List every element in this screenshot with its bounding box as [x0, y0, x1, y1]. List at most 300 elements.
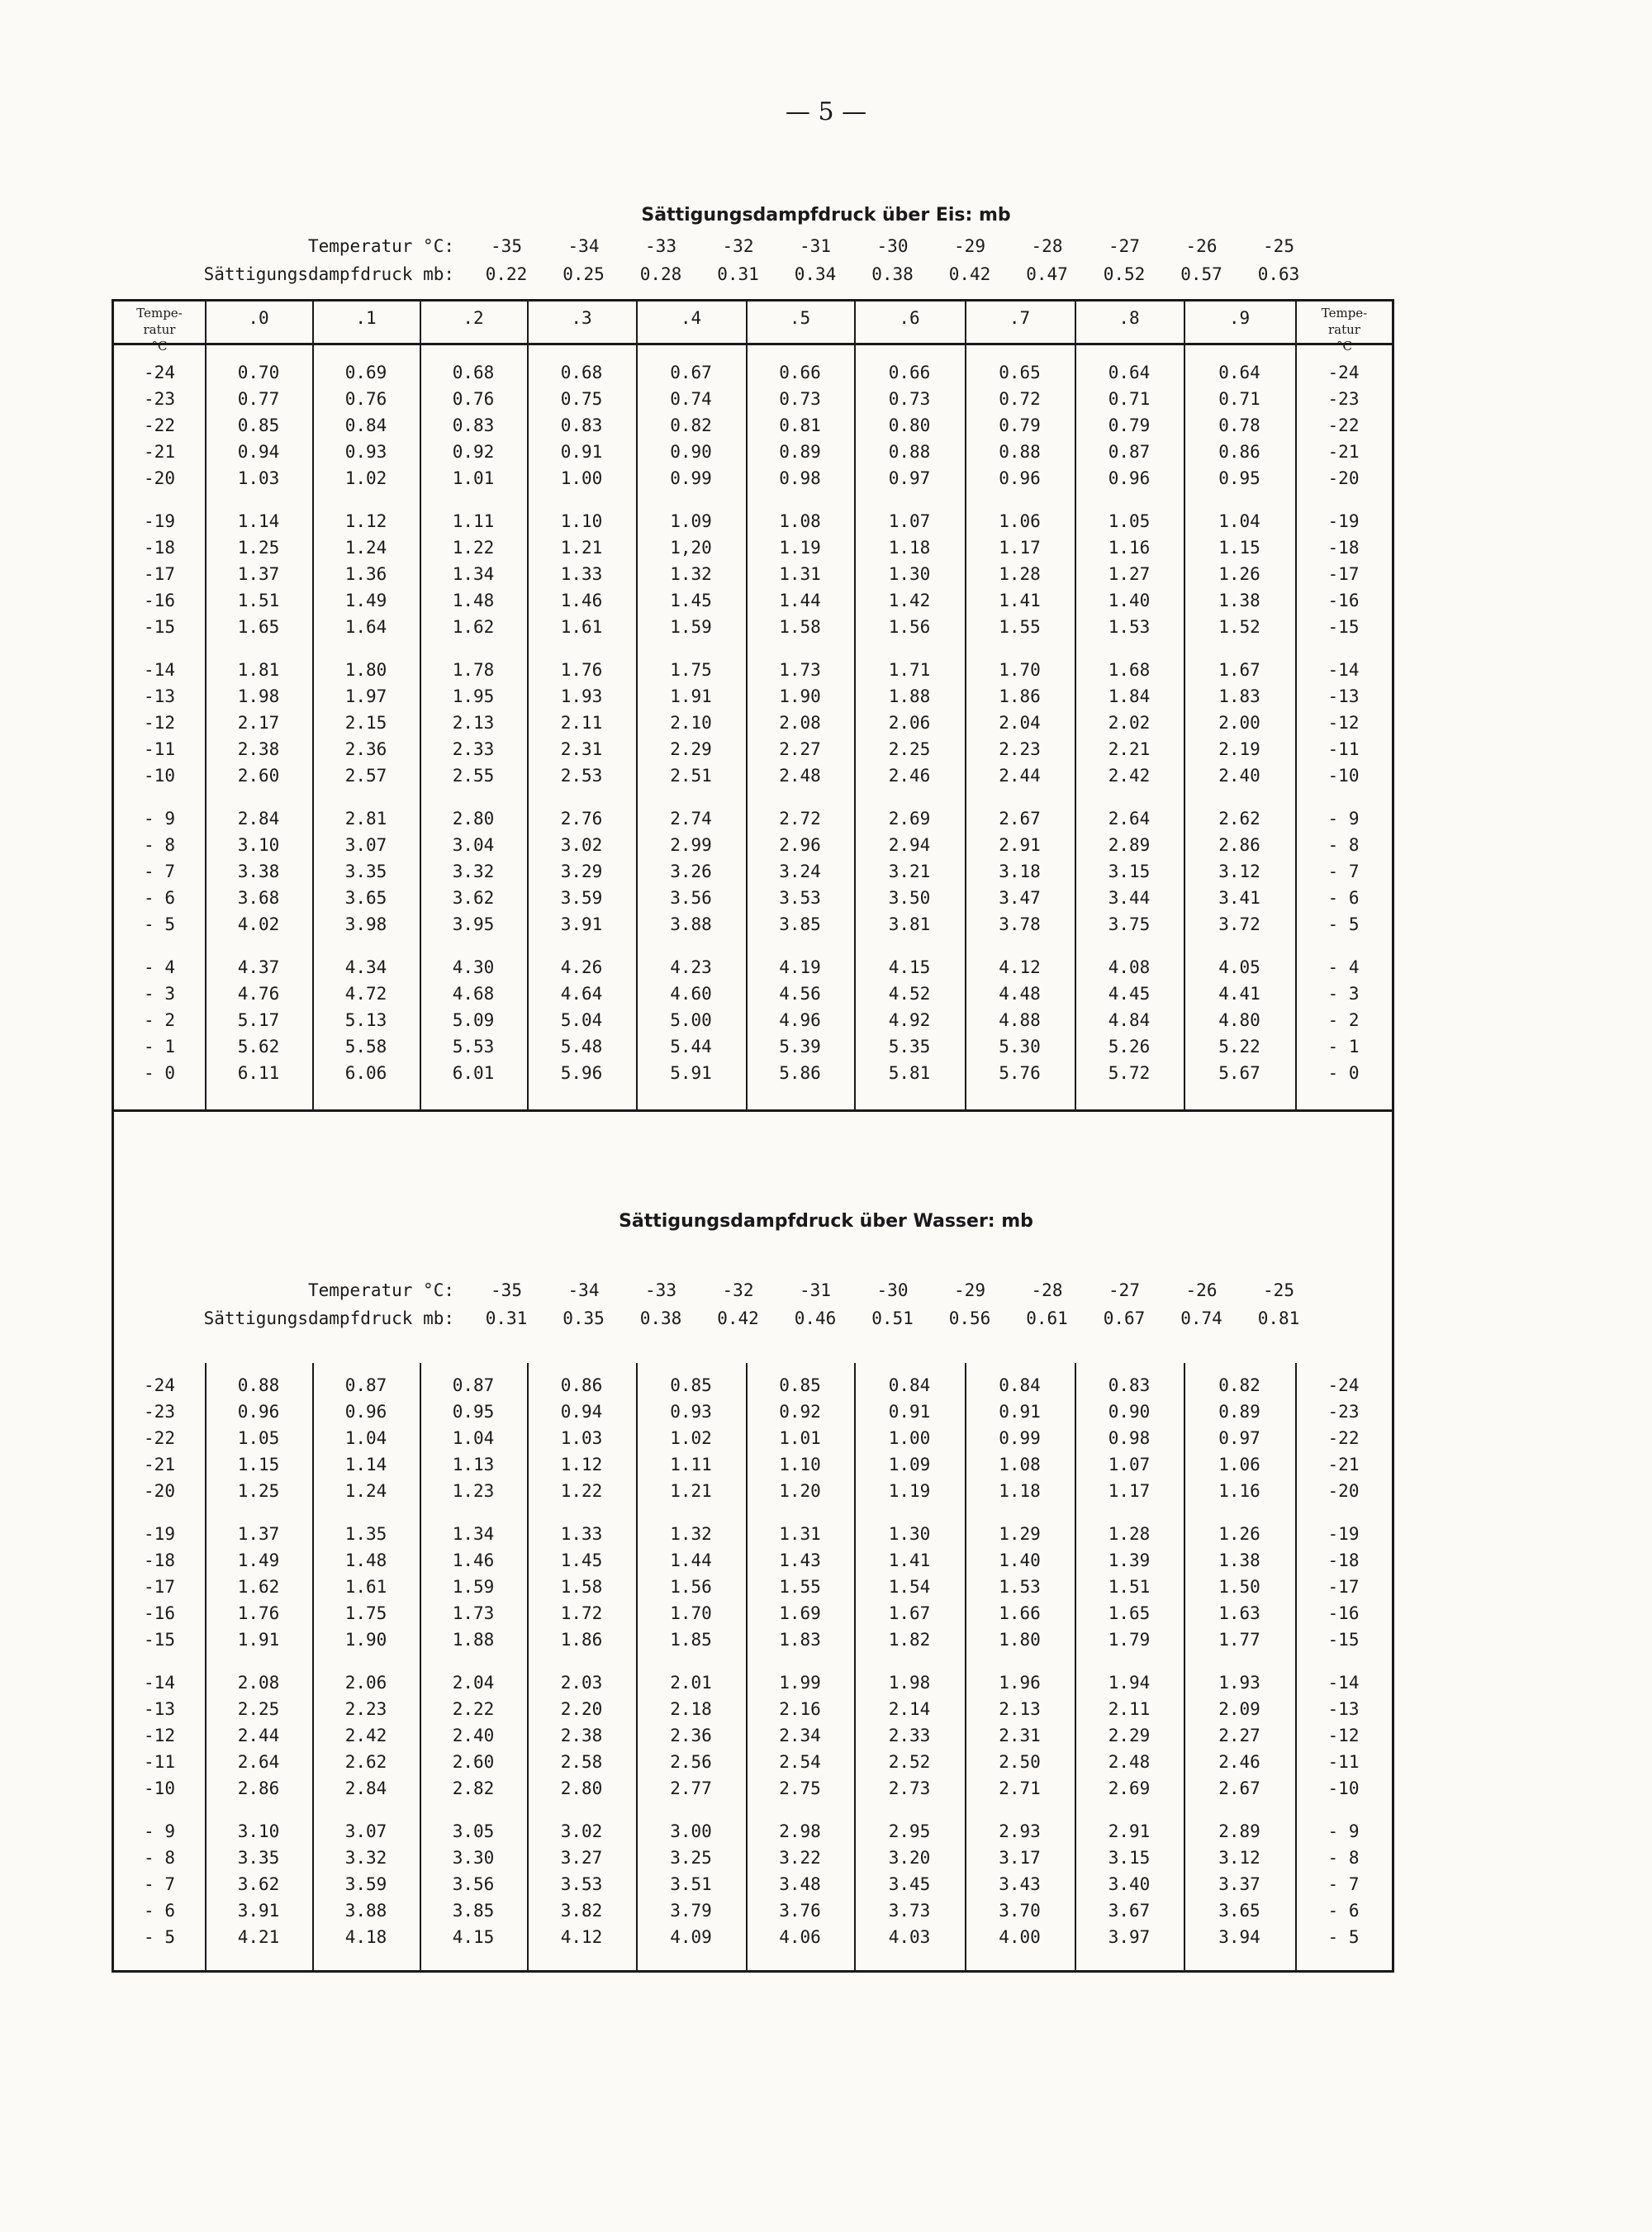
- ice-value-cell: 2.08: [779, 713, 821, 733]
- water-value-cell: 1.77: [1218, 1630, 1260, 1650]
- water-value-cell: 0.87: [344, 1375, 387, 1395]
- ice-value-cell: 1.46: [560, 591, 603, 610]
- ice-value-cell: 1.22: [452, 538, 495, 558]
- ice-low-temps-value: -27: [1108, 236, 1140, 256]
- water-value-cell: 1.40: [999, 1551, 1041, 1570]
- ice-value-cell: 3.41: [1218, 888, 1260, 908]
- ice-table-row: [114, 957, 1392, 984]
- water-value-cell: 2.29: [1108, 1726, 1151, 1745]
- ice-value-cell: 1.68: [1108, 660, 1151, 680]
- ice-value-cell: 4.76: [237, 984, 280, 1004]
- ice-value-cell: 1.93: [560, 686, 603, 706]
- ice-value-cell: 1.32: [670, 564, 712, 584]
- water-row-temp-left: -20: [144, 1481, 175, 1501]
- ice-value-cell: 1.31: [779, 564, 821, 584]
- water-value-cell: 3.35: [237, 1848, 280, 1868]
- water-value-cell: 1.25: [237, 1481, 280, 1501]
- ice-value-cell: 0.86: [1218, 442, 1260, 462]
- ice-low-pressures-value: 0.22: [485, 264, 528, 284]
- ice-value-cell: 2.21: [1108, 739, 1151, 759]
- ice-value-cell: 1.76: [560, 660, 603, 680]
- water-row-temp-left: -15: [144, 1630, 175, 1650]
- ice-row-temp-left: -10: [144, 766, 175, 786]
- right-temperature-header: [1297, 305, 1392, 354]
- water-value-cell: 1.34: [452, 1524, 495, 1544]
- ice-low-pressures-value: 0.31: [717, 264, 759, 284]
- water-row-temp-right: -23: [1327, 1402, 1360, 1422]
- ice-value-cell: 2.96: [779, 835, 821, 855]
- ice-value-cell: 2.11: [560, 713, 603, 733]
- ice-value-cell: 1.75: [670, 660, 712, 680]
- ice-value-cell: 5.76: [999, 1063, 1041, 1083]
- ice-value-cell: 3.32: [452, 862, 495, 881]
- ice-value-cell: 5.17: [237, 1010, 280, 1030]
- ice-row-temp-left: -21: [144, 442, 175, 462]
- ice-table-row: [114, 538, 1392, 564]
- ice-value-cell: 2.89: [1108, 835, 1151, 855]
- water-value-cell: 1.54: [888, 1577, 931, 1597]
- ice-value-cell: 0.79: [999, 416, 1041, 435]
- water-table-row: [114, 1699, 1392, 1726]
- ice-value-cell: 1.01: [452, 468, 495, 488]
- column-header: .4: [680, 308, 702, 328]
- water-value-cell: 1.51: [1108, 1577, 1151, 1597]
- ice-value-cell: 0.72: [999, 389, 1041, 409]
- ice-row-temp-right: - 2: [1327, 1010, 1360, 1030]
- ice-table-row: [114, 389, 1392, 416]
- ice-value-cell: 1.67: [1218, 660, 1260, 680]
- ice-value-cell: 0.97: [888, 468, 931, 488]
- water-value-cell: 3.17: [999, 1848, 1041, 1868]
- water-value-cell: 3.43: [999, 1874, 1041, 1894]
- ice-row-temp-left: - 3: [144, 984, 175, 1004]
- ice-value-cell: 5.39: [779, 1037, 821, 1057]
- water-value-cell: 0.82: [1218, 1375, 1260, 1395]
- ice-value-cell: 4.23: [670, 957, 712, 977]
- ice-value-cell: 1.16: [1108, 538, 1151, 558]
- ice-low-temps-value: -28: [1031, 236, 1063, 256]
- water-value-cell: 3.07: [344, 1821, 387, 1841]
- water-low-temps-value: -26: [1185, 1280, 1218, 1300]
- water-section-title: Sättigungsdampfdruck über Wasser: mb: [619, 1211, 1033, 1232]
- ice-value-cell: 3.98: [344, 914, 387, 934]
- ice-value-cell: 3.38: [237, 862, 280, 881]
- ice-value-cell: 0.71: [1108, 389, 1151, 409]
- water-value-cell: 1.59: [452, 1577, 495, 1597]
- water-value-cell: 3.27: [560, 1848, 603, 1868]
- ice-row-temp-left: -22: [144, 416, 175, 435]
- ice-table-row: [114, 564, 1392, 591]
- water-value-cell: 1.21: [670, 1481, 712, 1501]
- ice-value-cell: 5.22: [1218, 1037, 1260, 1057]
- water-value-cell: 1.04: [452, 1428, 495, 1448]
- ice-value-cell: 1.61: [560, 617, 603, 637]
- ice-table-row: [114, 914, 1392, 941]
- ice-value-cell: 2.53: [560, 766, 603, 786]
- ice-table-bottom-rule: [114, 1109, 1392, 1112]
- water-value-cell: 0.91: [888, 1402, 931, 1422]
- ice-row-temp-right: -16: [1327, 591, 1360, 610]
- ice-table-row: [114, 511, 1392, 538]
- ice-value-cell: 3.91: [560, 914, 603, 934]
- ice-value-cell: 1.10: [560, 511, 603, 531]
- water-table-row: [114, 1603, 1392, 1630]
- water-value-cell: 2.31: [999, 1726, 1041, 1745]
- water-value-cell: 2.50: [999, 1752, 1041, 1772]
- ice-value-cell: 0.76: [344, 389, 387, 409]
- ice-value-cell: 2.02: [1108, 713, 1151, 733]
- left-header-line2: ratur: [143, 322, 176, 337]
- ice-value-cell: 5.96: [560, 1063, 603, 1083]
- ice-value-cell: 3.07: [344, 835, 387, 855]
- ice-row-temp-right: -23: [1327, 389, 1360, 409]
- ice-value-cell: 4.15: [888, 957, 931, 977]
- water-value-cell: 2.44: [237, 1726, 280, 1745]
- left-header-line3: °C: [151, 339, 168, 354]
- ice-value-cell: 1.44: [779, 591, 821, 610]
- water-value-cell: 1.98: [888, 1673, 931, 1693]
- water-table-row: [114, 1874, 1392, 1901]
- water-value-cell: 2.34: [779, 1726, 821, 1745]
- water-value-cell: 0.85: [670, 1375, 712, 1395]
- ice-row-temp-left: - 1: [144, 1037, 175, 1057]
- water-value-cell: 1.79: [1108, 1630, 1151, 1650]
- ice-value-cell: 1.40: [1108, 591, 1151, 610]
- ice-value-cell: 3.75: [1108, 914, 1151, 934]
- water-value-cell: 1.10: [779, 1455, 821, 1475]
- water-value-cell: 4.09: [670, 1927, 712, 1947]
- ice-row-temp-left: -12: [144, 713, 175, 733]
- water-row-temp-left: - 6: [144, 1901, 175, 1921]
- column-header: .7: [1009, 308, 1031, 328]
- water-value-cell: 1.17: [1108, 1481, 1151, 1501]
- ice-value-cell: 0.66: [888, 363, 931, 382]
- water-value-cell: 1.85: [670, 1630, 712, 1650]
- ice-low-pressures-value: 0.34: [794, 264, 837, 284]
- ice-value-cell: 5.13: [344, 1010, 387, 1030]
- ice-value-cell: 5.62: [237, 1037, 280, 1057]
- ice-value-cell: 0.96: [999, 468, 1041, 488]
- water-value-cell: 1.80: [999, 1630, 1041, 1650]
- water-value-cell: 1.50: [1218, 1577, 1260, 1597]
- ice-value-cell: 4.60: [670, 984, 712, 1004]
- water-row-temp-right: - 8: [1327, 1848, 1360, 1868]
- ice-row-temp-right: -18: [1327, 538, 1360, 558]
- water-value-cell: 1.05: [237, 1428, 280, 1448]
- water-value-cell: 1.44: [670, 1551, 712, 1570]
- water-value-cell: 0.87: [452, 1375, 495, 1395]
- water-value-cell: 1.53: [999, 1577, 1041, 1597]
- ice-value-cell: 2.23: [999, 739, 1041, 759]
- ice-row-temp-left: - 6: [144, 888, 175, 908]
- ice-low-temps-value: -33: [645, 236, 676, 256]
- ice-value-cell: 2.64: [1108, 809, 1151, 829]
- ice-value-cell: 4.80: [1218, 1010, 1260, 1030]
- ice-row-temp-left: - 5: [144, 914, 175, 934]
- water-value-cell: 2.86: [237, 1778, 280, 1798]
- ice-low-temps-value: -30: [876, 236, 909, 256]
- ice-value-cell: 3.02: [560, 835, 603, 855]
- ice-table-row: [114, 591, 1392, 617]
- ice-value-cell: 3.78: [999, 914, 1041, 934]
- ice-value-cell: 5.00: [670, 1010, 712, 1030]
- ice-value-cell: 2.33: [452, 739, 495, 759]
- ice-value-cell: 2.40: [1218, 766, 1260, 786]
- water-row-temp-left: -22: [144, 1428, 175, 1448]
- water-value-cell: 2.33: [888, 1726, 931, 1745]
- water-row-temp-left: -16: [144, 1603, 175, 1623]
- ice-value-cell: 0.69: [344, 363, 387, 382]
- water-value-cell: 2.01: [670, 1673, 712, 1693]
- water-value-cell: 0.86: [560, 1375, 603, 1395]
- ice-value-cell: 3.62: [452, 888, 495, 908]
- water-value-cell: 1.63: [1218, 1603, 1260, 1623]
- water-value-cell: 1.39: [1108, 1551, 1151, 1570]
- ice-value-cell: 0.90: [670, 442, 712, 462]
- water-value-cell: 0.83: [1108, 1375, 1151, 1395]
- water-value-cell: 2.73: [888, 1778, 931, 1798]
- water-table-row: [114, 1524, 1392, 1551]
- water-value-cell: 0.85: [779, 1375, 821, 1395]
- water-value-cell: 3.02: [560, 1821, 603, 1841]
- water-value-cell: 2.54: [779, 1752, 821, 1772]
- water-table-row: [114, 1402, 1392, 1428]
- ice-value-cell: 3.15: [1108, 862, 1151, 881]
- ice-value-cell: 6.01: [452, 1063, 495, 1083]
- ice-low-pressures-value: 0.38: [871, 264, 914, 284]
- water-value-cell: 3.97: [1108, 1927, 1151, 1947]
- water-value-cell: 3.79: [670, 1901, 712, 1921]
- ice-value-cell: 1.81: [237, 660, 280, 680]
- ice-value-cell: 4.45: [1108, 984, 1151, 1004]
- ice-value-cell: 0.64: [1108, 363, 1151, 382]
- water-table-row: [114, 1481, 1392, 1508]
- water-table-row: [114, 1630, 1392, 1656]
- water-value-cell: 1.03: [560, 1428, 603, 1448]
- water-value-cell: 1.46: [452, 1551, 495, 1570]
- water-table-row: [114, 1428, 1392, 1455]
- water-value-cell: 1.70: [670, 1603, 712, 1623]
- ice-value-cell: 1.98: [237, 686, 280, 706]
- water-table-row: [114, 1848, 1392, 1874]
- ice-row-temp-right: - 5: [1327, 914, 1360, 934]
- ice-value-cell: 0.95: [1218, 468, 1260, 488]
- water-value-cell: 1.16: [1218, 1481, 1260, 1501]
- water-value-cell: 2.25: [237, 1699, 280, 1719]
- ice-value-cell: 1.62: [452, 617, 495, 637]
- ice-value-cell: 2.84: [237, 809, 280, 829]
- water-value-cell: 2.09: [1218, 1699, 1260, 1719]
- water-value-cell: 2.08: [237, 1673, 280, 1693]
- ice-value-cell: 0.79: [1108, 416, 1151, 435]
- water-value-cell: 3.05: [452, 1821, 495, 1841]
- water-value-cell: 2.80: [560, 1778, 603, 1798]
- water-value-cell: 1.76: [237, 1603, 280, 1623]
- ice-value-cell: 4.30: [452, 957, 495, 977]
- water-low-temps-value: -28: [1031, 1280, 1063, 1300]
- ice-value-cell: 4.05: [1218, 957, 1260, 977]
- water-value-cell: 2.27: [1218, 1726, 1260, 1745]
- ice-value-cell: 0.85: [237, 416, 280, 435]
- ice-value-cell: 2.80: [452, 809, 495, 829]
- water-low-pressures-value: 0.51: [871, 1308, 914, 1328]
- ice-low-pressures-value: 0.42: [948, 264, 991, 284]
- ice-value-cell: 6.06: [344, 1063, 387, 1083]
- water-value-cell: 3.45: [888, 1874, 931, 1894]
- ice-value-cell: 0.83: [560, 416, 603, 435]
- water-low-temps-value: -33: [645, 1280, 676, 1300]
- water-value-cell: 2.42: [344, 1726, 387, 1745]
- water-value-cell: 2.36: [670, 1726, 712, 1745]
- ice-table-row: [114, 442, 1392, 468]
- water-value-cell: 1.12: [560, 1455, 603, 1475]
- ice-value-cell: 4.19: [779, 957, 821, 977]
- water-value-cell: 1.33: [560, 1524, 603, 1544]
- water-low-pressures-value: 0.67: [1103, 1308, 1146, 1328]
- water-low-pressures-value: 0.38: [639, 1308, 682, 1328]
- ice-value-cell: 0.77: [237, 389, 280, 409]
- ice-row-temp-right: - 7: [1327, 862, 1360, 881]
- ice-value-cell: 1.14: [237, 511, 280, 531]
- ice-row-temp-right: - 1: [1327, 1037, 1360, 1057]
- ice-value-cell: 3.24: [779, 862, 821, 881]
- water-value-cell: 3.15: [1108, 1848, 1151, 1868]
- ice-value-cell: 1.83: [1218, 686, 1260, 706]
- water-value-cell: 3.40: [1108, 1874, 1151, 1894]
- water-low-temps-value: -31: [800, 1280, 831, 1300]
- water-value-cell: 2.60: [452, 1752, 495, 1772]
- ice-table-row: [114, 363, 1392, 389]
- ice-value-cell: 5.09: [452, 1010, 495, 1030]
- ice-value-cell: 5.67: [1218, 1063, 1260, 1083]
- ice-value-cell: 1.41: [999, 591, 1041, 610]
- ice-value-cell: 6.11: [237, 1063, 280, 1083]
- ice-value-cell: 5.58: [344, 1037, 387, 1057]
- ice-value-cell: 0.73: [888, 389, 931, 409]
- ice-value-cell: 2.15: [344, 713, 387, 733]
- water-value-cell: 1.09: [888, 1455, 931, 1475]
- water-value-cell: 1.58: [560, 1577, 603, 1597]
- water-value-cell: 2.04: [452, 1673, 495, 1693]
- water-value-cell: 1.62: [237, 1577, 280, 1597]
- ice-low-temps-value: -25: [1263, 236, 1294, 256]
- water-low-pressures-value: 0.61: [1026, 1308, 1068, 1328]
- ice-value-cell: 5.72: [1108, 1063, 1151, 1083]
- water-row-temp-right: -22: [1327, 1428, 1360, 1448]
- ice-row-temp-right: -10: [1327, 766, 1360, 786]
- ice-value-cell: 1.71: [888, 660, 931, 680]
- water-row-temp-right: -10: [1327, 1778, 1360, 1798]
- ice-table-row: [114, 1063, 1392, 1090]
- ice-value-cell: 1.18: [888, 538, 931, 558]
- water-row-temp-right: -20: [1327, 1481, 1360, 1501]
- water-value-cell: 2.69: [1108, 1778, 1151, 1798]
- ice-value-cell: 5.91: [670, 1063, 712, 1083]
- water-value-cell: 4.03: [888, 1927, 931, 1947]
- water-value-cell: 1.49: [237, 1551, 280, 1570]
- ice-value-cell: 2.36: [344, 739, 387, 759]
- ice-low-temps-value: -29: [954, 236, 985, 256]
- column-header: .8: [1118, 308, 1140, 328]
- water-value-cell: 3.37: [1218, 1874, 1260, 1894]
- water-row-temp-right: -15: [1327, 1630, 1360, 1650]
- ice-value-cell: 0.68: [560, 363, 603, 382]
- ice-row-temp-right: - 0: [1327, 1063, 1360, 1083]
- water-value-cell: 3.76: [779, 1901, 821, 1921]
- water-value-cell: 2.58: [560, 1752, 603, 1772]
- water-value-cell: 2.71: [999, 1778, 1041, 1798]
- ice-value-cell: 4.72: [344, 984, 387, 1004]
- water-value-cell: 1.06: [1218, 1455, 1260, 1475]
- ice-value-cell: 1.86: [999, 686, 1041, 706]
- ice-value-cell: 1.42: [888, 591, 931, 610]
- ice-value-cell: 1.11: [452, 511, 495, 531]
- ice-value-cell: 1.06: [999, 511, 1041, 531]
- ice-value-cell: 0.81: [779, 416, 821, 435]
- water-table-row: [114, 1726, 1392, 1752]
- water-value-cell: 3.30: [452, 1848, 495, 1868]
- table-frame: [112, 299, 1394, 1973]
- ice-row-temp-left: -17: [144, 564, 175, 584]
- ice-value-cell: 2.19: [1218, 739, 1260, 759]
- ice-low-pressures-value: 0.47: [1026, 264, 1068, 284]
- water-value-cell: 3.00: [670, 1821, 712, 1841]
- ice-value-cell: 1.07: [888, 511, 931, 531]
- ice-value-cell: 1.70: [999, 660, 1041, 680]
- water-value-cell: 1.99: [779, 1673, 821, 1693]
- water-value-cell: 2.20: [560, 1699, 603, 1719]
- ice-value-cell: 4.12: [999, 957, 1041, 977]
- ice-row-temp-right: -12: [1327, 713, 1360, 733]
- water-value-cell: 2.18: [670, 1699, 712, 1719]
- water-value-cell: 4.00: [999, 1927, 1041, 1947]
- water-value-cell: 1.19: [888, 1481, 931, 1501]
- water-value-cell: 3.88: [344, 1901, 387, 1921]
- water-value-cell: 0.98: [1108, 1428, 1151, 1448]
- ice-value-cell: 5.30: [999, 1037, 1041, 1057]
- ice-value-cell: 0.67: [670, 363, 712, 382]
- water-value-cell: 2.98: [779, 1821, 821, 1841]
- water-value-cell: 3.20: [888, 1848, 931, 1868]
- water-row-temp-left: -21: [144, 1455, 175, 1475]
- column-header: .1: [355, 308, 377, 328]
- water-low-pressures-value: 0.74: [1180, 1308, 1222, 1328]
- ice-value-cell: 2.69: [888, 809, 931, 829]
- ice-value-cell: 3.26: [670, 862, 712, 881]
- ice-temp-label: Temperatur °C:: [307, 236, 454, 256]
- ice-row-temp-right: -15: [1327, 617, 1360, 637]
- water-value-cell: 1.08: [999, 1455, 1041, 1475]
- ice-value-cell: 2.57: [344, 766, 387, 786]
- ice-value-cell: 1.05: [1108, 511, 1151, 531]
- left-temperature-header: [114, 305, 205, 354]
- ice-value-cell: 2.44: [999, 766, 1041, 786]
- ice-value-cell: 1.34: [452, 564, 495, 584]
- water-value-cell: 0.90: [1108, 1402, 1151, 1422]
- water-value-cell: 1.13: [452, 1455, 495, 1475]
- water-value-cell: 3.94: [1218, 1927, 1260, 1947]
- ice-value-cell: 3.95: [452, 914, 495, 934]
- ice-value-cell: 0.87: [1108, 442, 1151, 462]
- ice-low-pressures-value: 0.57: [1180, 264, 1222, 284]
- ice-row-temp-left: -15: [144, 617, 175, 637]
- ice-value-cell: 4.08: [1108, 957, 1151, 977]
- ice-value-cell: 1.12: [344, 511, 387, 531]
- column-header: .0: [248, 308, 269, 328]
- ice-value-cell: 2.94: [888, 835, 931, 855]
- ice-value-cell: 2.51: [670, 766, 712, 786]
- water-value-cell: 1.73: [452, 1603, 495, 1623]
